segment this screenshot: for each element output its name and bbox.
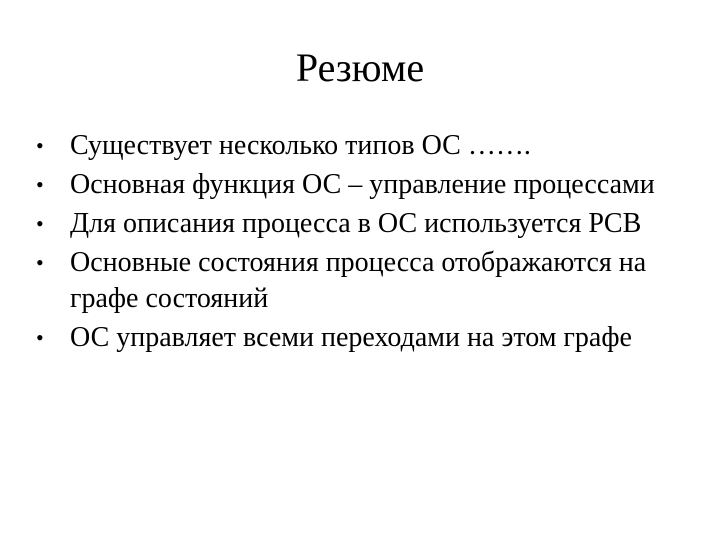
list-item	[36, 128, 696, 164]
list-item	[36, 320, 696, 356]
bullet-text: Основная функция ОС – управление процессами	[70, 169, 655, 200]
bullet-text: Основные состояния процесса отображаются на графе состояний	[70, 247, 647, 314]
bullet-text: Для описания процесса в ОС используется PCB	[70, 208, 642, 239]
bullet-icon: •	[36, 211, 44, 236]
list-item	[36, 167, 696, 203]
bullet-icon: •	[36, 325, 44, 350]
slide-title: Резюме	[295, 45, 425, 90]
list-item	[36, 206, 696, 242]
bullet-icon: •	[36, 250, 44, 275]
bullet-text: Существует несколько типов ОС …….	[70, 130, 531, 161]
list-item	[36, 245, 696, 317]
bullet-text: ОС управляет всеми переходами на этом графе	[70, 322, 632, 353]
bullet-icon: •	[36, 172, 44, 197]
bullet-icon: •	[36, 133, 44, 158]
bullet-list	[36, 128, 696, 359]
